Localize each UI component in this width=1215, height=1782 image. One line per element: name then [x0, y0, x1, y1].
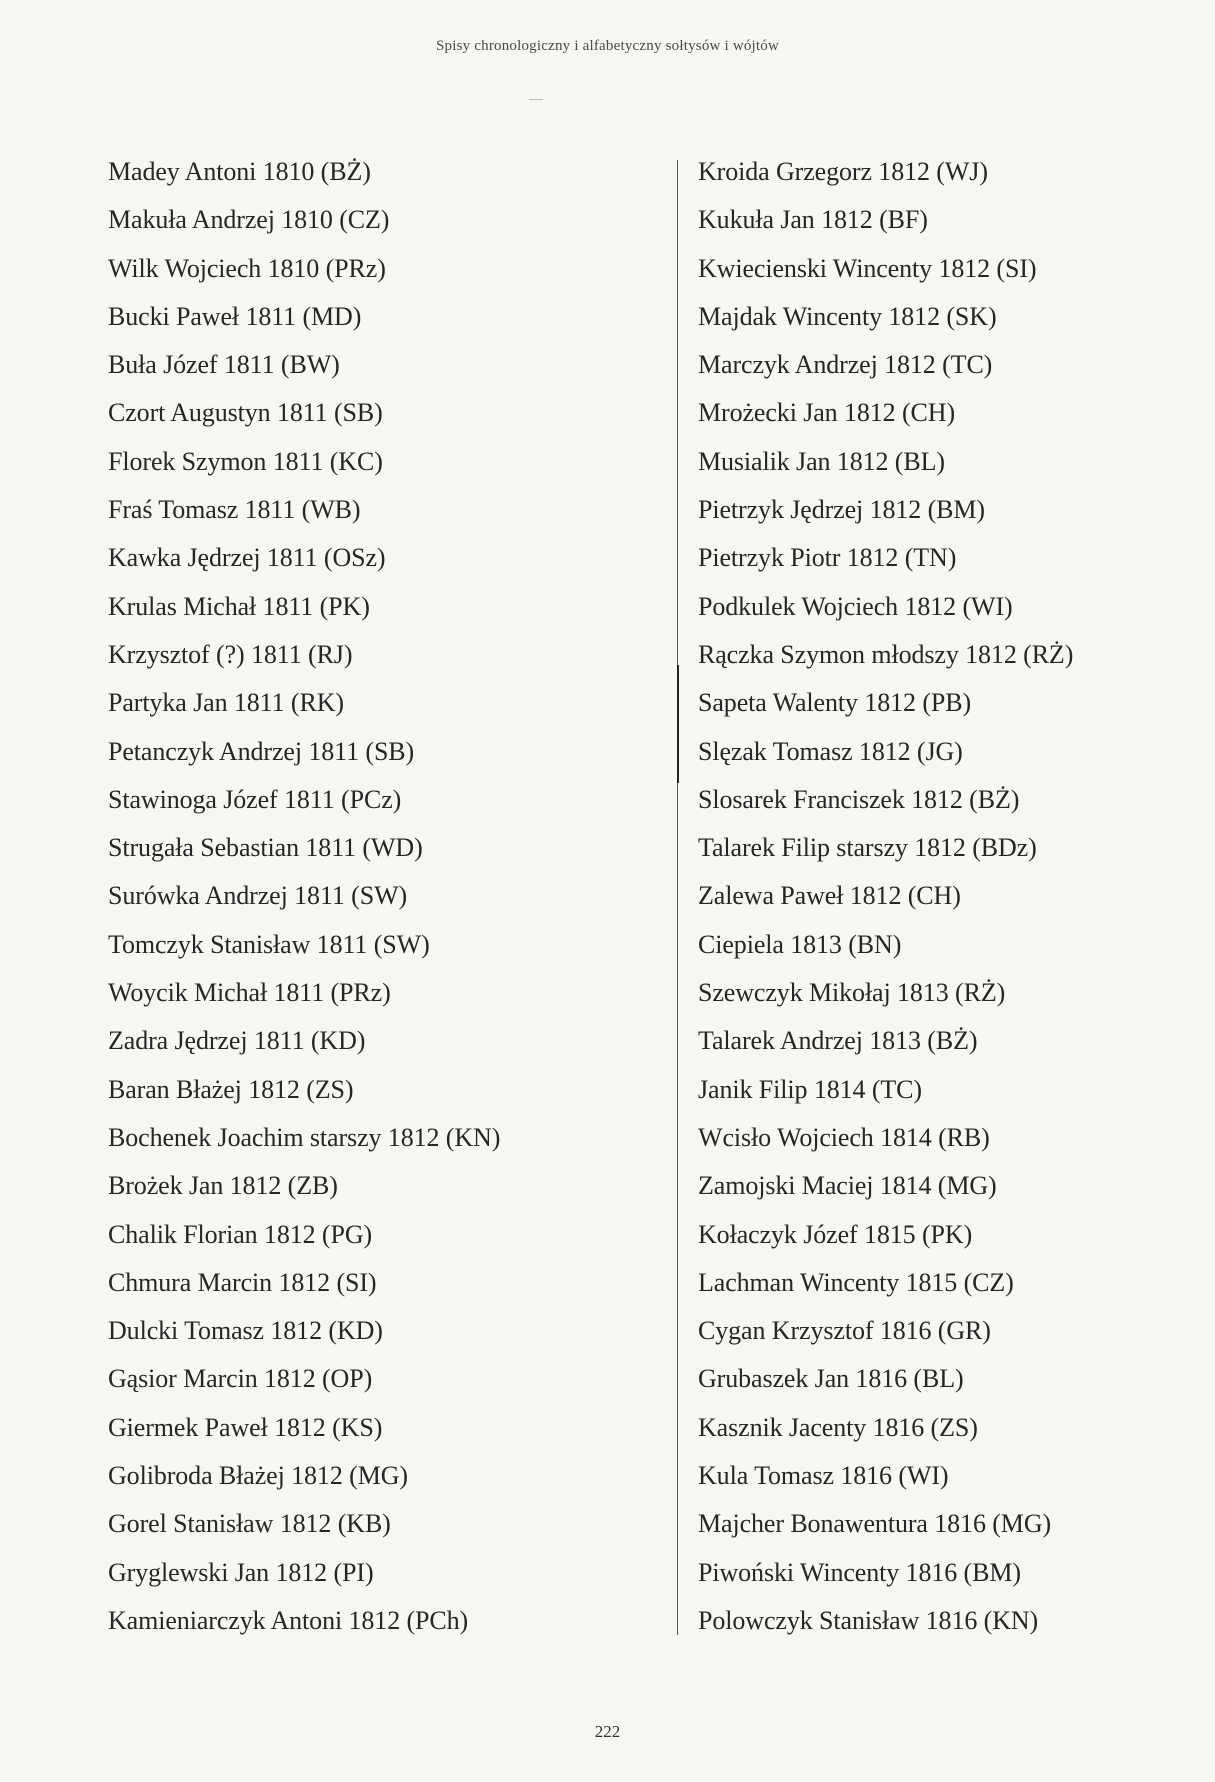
list-item: Kukuła Jan 1812 (BF) [698, 205, 928, 235]
list-item: Slosarek Franciszek 1812 (BŻ) [698, 784, 1020, 814]
list-item: Dulcki Tomasz 1812 (KD) [108, 1316, 383, 1346]
list-item: Piwoński Wincenty 1816 (BM) [698, 1557, 1021, 1587]
list-item: Polowczyk Stanisław 1816 (KN) [698, 1605, 1039, 1635]
list-item: Chmura Marcin 1812 (SI) [108, 1267, 377, 1297]
list-item: Grubaszek Jan 1816 (BL) [698, 1364, 964, 1394]
list-item: Talarek Andrzej 1813 (BŻ) [698, 1026, 978, 1056]
list-item: Madey Antoni 1810 (BŻ) [108, 157, 371, 186]
list-item: Majdak Wincenty 1812 (SK) [698, 301, 997, 331]
list-item: Wilk Wojciech 1810 (PRz) [108, 253, 386, 283]
list-item: Chalik Florian 1812 (PG) [108, 1219, 373, 1249]
list-item: Kwiecienski Wincenty 1812 (SI) [698, 253, 1037, 283]
list-item: Kamieniarczyk Antoni 1812 (PCh) [108, 1605, 469, 1635]
list-item: Partyka Jan 1811 (RK) [108, 688, 344, 718]
list-item: Fraś Tomasz 1811 (WB) [108, 495, 361, 525]
list-item: Tomczyk Stanisław 1811 (SW) [108, 929, 430, 959]
list-item: Czort Augustyn 1811 (SB) [108, 398, 383, 428]
list-item: Zadra Jędrzej 1811 (KD) [108, 1026, 366, 1056]
list-item: Buła Józef 1811 (BW) [108, 350, 340, 380]
list-item: Zalewa Paweł 1812 (CH) [698, 881, 961, 911]
list-item: Zamojski Maciej 1814 (MG) [698, 1171, 997, 1201]
running-header: Spisy chronologiczny i alfabetyczny sołtysów i wójtów [435, 38, 780, 54]
list-item: Bucki Paweł 1811 (MD) [108, 301, 362, 331]
list-item: Kasznik Jacenty 1816 (ZS) [698, 1412, 978, 1442]
gutter-mark [677, 665, 679, 783]
list-item: Surówka Andrzej 1811 (SW) [108, 881, 408, 911]
list-item: Lachman Wincenty 1815 (CZ) [698, 1267, 1014, 1297]
page-number: 222 [594, 1722, 621, 1741]
list-item: Florek Szymon 1811 (KC) [108, 446, 383, 476]
list-item: Makuła Andrzej 1810 (CZ) [108, 205, 390, 235]
column-divider [677, 160, 678, 1635]
list-item: Gryglewski Jan 1812 (PI) [108, 1557, 374, 1587]
list-item: Krulas Michał 1811 (PK) [108, 591, 370, 621]
list-item: Talarek Filip starszy 1812 (BDz) [698, 833, 1037, 863]
list-item: Bochenek Joachim starszy 1812 (KN) [108, 1122, 501, 1152]
list-item: Musialik Jan 1812 (BL) [698, 446, 945, 476]
list-item: Rączka Szymon młodszy 1812 (RŻ) [698, 639, 1074, 669]
list-item: Majcher Bonawentura 1816 (MG) [698, 1509, 1052, 1539]
list-item: Woycik Michał 1811 (PRz) [108, 978, 391, 1008]
list-item: Cygan Krzysztof 1816 (GR) [698, 1316, 991, 1346]
list-item: Podkulek Wojciech 1812 (WI) [698, 591, 1013, 621]
list-item: Kroida Grzegorz 1812 (WJ) [698, 157, 988, 186]
list-item: Golibroda Błażej 1812 (MG) [108, 1461, 408, 1491]
list-item: Krzysztof (?) 1811 (RJ) [108, 639, 353, 669]
list-item: Strugała Sebastian 1811 (WD) [108, 833, 423, 863]
list-item: Kołaczyk Józef 1815 (PK) [698, 1219, 973, 1249]
header-divider [529, 99, 543, 100]
list-item: Janik Filip 1814 (TC) [698, 1074, 922, 1104]
list-item: Brożek Jan 1812 (ZB) [108, 1171, 338, 1201]
list-item: Gąsior Marcin 1812 (OP) [108, 1364, 373, 1394]
list-item: Szewczyk Mikołaj 1813 (RŻ) [698, 978, 1006, 1008]
list-item: Slęzak Tomasz 1812 (JG) [698, 736, 963, 766]
list-item: Gorel Stanisław 1812 (KB) [108, 1509, 391, 1539]
left-column [108, 148, 668, 1645]
list-item: Wcisło Wojciech 1814 (RB) [698, 1122, 990, 1152]
list-item: Stawinoga Józef 1811 (PCz) [108, 784, 402, 814]
list-item: Giermek Paweł 1812 (KS) [108, 1412, 383, 1442]
list-item: Petanczyk Andrzej 1811 (SB) [108, 736, 415, 766]
list-item: Kawka Jędrzej 1811 (OSz) [108, 543, 386, 573]
list-item: Kula Tomasz 1816 (WI) [698, 1461, 949, 1491]
right-column [698, 148, 1198, 1645]
list-item: Pietrzyk Piotr 1812 (TN) [698, 543, 957, 573]
list-item: Sapeta Walenty 1812 (PB) [698, 688, 972, 718]
list-item: Baran Błażej 1812 (ZS) [108, 1074, 354, 1104]
list-item: Pietrzyk Jędrzej 1812 (BM) [698, 495, 985, 525]
list-item: Marczyk Andrzej 1812 (TC) [698, 350, 993, 380]
list-item: Mrożecki Jan 1812 (CH) [698, 398, 956, 428]
list-item: Ciepiela 1813 (BN) [698, 929, 902, 959]
